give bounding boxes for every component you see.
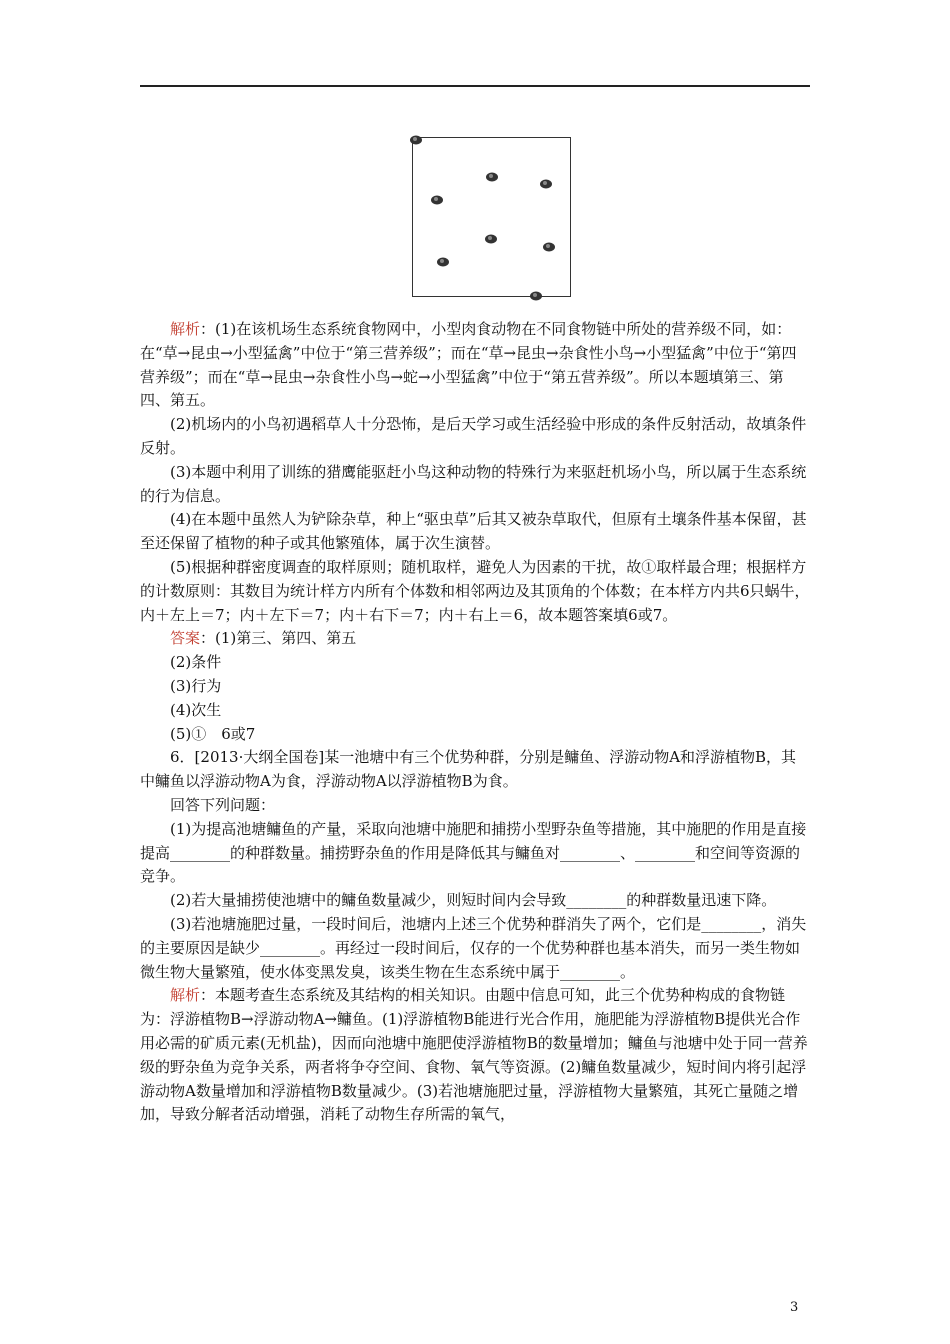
analysis-paragraph-4: (4)在本题中虽然人为铲除杂草，种上“驱虫草”后其又被杂草取代，但原有土壤条件基本保留，甚至还保留了植物的种子或其他繁殖体，属于次生演替。 bbox=[140, 510, 807, 553]
question-6-stem: 6．[2013·大纲全国卷]某一池塘中有三个优势种群，分别是鳙鱼、浮游动物A和浮游植物B，其中鳙鱼以浮游动物A为食，浮游动物A以浮游植物B为食。 bbox=[140, 748, 797, 791]
analysis-paragraph-2: (2)机场内的小鸟初遇稻草人十分恐怖，是后天学习或生活经验中形成的条件反射活动，故填条件反射。 bbox=[140, 415, 807, 457]
analysis-label: 解析 bbox=[170, 986, 201, 1005]
question-6-part-2: (2)若大量捕捞使池塘中的鳙鱼数量减少，则短时间内会导致________的种群数量迅速下降。 bbox=[170, 891, 777, 910]
question-6-part-3: (3)若池塘施肥过量，一段时间后，池塘内上述三个优势种群消失了两个，它们是________，消失的主要原因是缺少________。再经过一段时间后，仅存的一个优势种群也基本消失，而另一类生物如微生物大量繁殖，使水体变黑发臭，该类生物在生态系统中属于________。 bbox=[140, 914, 807, 981]
analysis-paragraph-3: (3)本题中利用了训练的猎鹰能驱赶小鸟这种动物的特殊行为来驱赶机场小鸟，所以属于生态系统的行为信息。 bbox=[140, 462, 807, 505]
main-content bbox=[140, 318, 810, 1127]
snail-icon bbox=[436, 256, 450, 267]
analysis-label: 解析 bbox=[170, 320, 201, 338]
snail-icon bbox=[485, 171, 499, 182]
header-rule bbox=[140, 85, 810, 87]
answer-line-4: (4)次生 bbox=[170, 700, 222, 719]
quadrat-figure bbox=[412, 137, 571, 297]
answer-line-2: (2)条件 bbox=[170, 653, 222, 672]
question-6-prompt: 回答下列问题： bbox=[170, 795, 276, 814]
snail-icon bbox=[529, 290, 543, 301]
answer-label: 答案 bbox=[170, 629, 201, 648]
snail-icon bbox=[484, 233, 498, 244]
snail-icon bbox=[409, 134, 423, 145]
analysis-paragraph-5: (5)根据种群密度调查的取样原则；随机取样，避免人为因素的干扰，故①取样最合理；根据样方的计数原则：其数目为统计样方内所有个体数和相邻两边及其顶角的个体数；在本样方内共6只蜗牛，内＋左上＝7；内＋左下＝7；内＋右下＝7；内＋右上＝6，故本题答案填6或7。 bbox=[140, 557, 810, 624]
question-6-part-1: (1)为提高池塘鳙鱼的产量，采取向池塘中施肥和捕捞小型野杂鱼等措施，其中施肥的作用是直接提高________的种群数量。捕捞野杂鱼的作用是降低其与鳙鱼对________、________和空间等资源的竞争。 bbox=[140, 819, 807, 886]
analysis-paragraph-1: 解析：(1)在该机场生态系统食物网中，小型肉食动物在不同食物链中所处的营养级不同，如：在“草→昆虫→小型猛禽”中位于“第三营养级”；而在“草→昆虫→杂食性小鸟→小型猛禽”中位于“第四营养级”；而在“草→昆虫→杂食性小鸟→蛇→小型猛禽”中位于“第五营养级”。所以本题填第三、第四、第五。 bbox=[140, 320, 797, 410]
analysis-paragraph-6: 解析：本题考查生态系统及其结构的相关知识。由题中信息可知，此三个优势种构成的食物链为：浮游植物B→浮游动物A→鳙鱼。(1)浮游植物B能进行光合作用，施肥能为浮游植物B提供光合作用必需的矿质元素(无机盐)，因而向池塘中施肥使浮游植物B的数量增加；鳙鱼与池塘中处于同一营养级的野杂鱼为竞争关系，两者将争夺空间、食物、氧气等资源。(2)鳙鱼数量减少，短时间内将引起浮游动物A数量增加和浮游植物B数量减少。(3)若池塘施肥过量，浮游植物大量繁殖，其死亡量随之增加，导致分解者活动增强，消耗了动物生存所需的氧气， bbox=[140, 986, 808, 1124]
answer-line-5: (5)① 6或7 bbox=[170, 724, 256, 743]
snail-icon bbox=[539, 178, 553, 189]
page-number: 3 bbox=[790, 1300, 799, 1315]
snail-icon bbox=[542, 241, 556, 252]
snail-icon bbox=[430, 194, 444, 205]
answer-line-3: (3)行为 bbox=[170, 676, 222, 695]
answer-line-1: 答案：(1)第三、第四、第五 bbox=[170, 629, 357, 648]
